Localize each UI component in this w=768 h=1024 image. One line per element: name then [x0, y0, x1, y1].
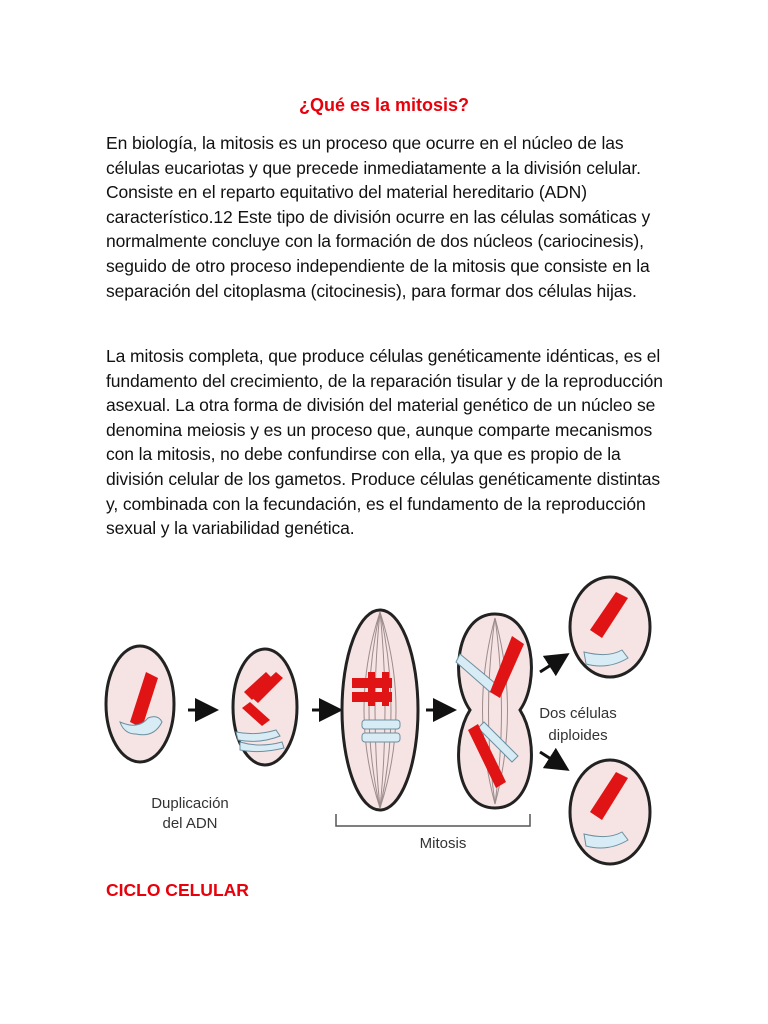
- daughter-cell-top: [570, 577, 650, 677]
- page-title: ¿Qué es la mitosis?: [298, 95, 470, 115]
- arrow-4b-icon: [540, 752, 562, 766]
- label-duplication-line1: Duplicación: [151, 795, 229, 812]
- cell-anaphase: [456, 614, 531, 808]
- label-mitosis: Mitosis: [419, 835, 467, 852]
- label-duplication-line2: del ADN: [162, 815, 218, 832]
- arrow-4a-icon: [540, 658, 562, 672]
- mitosis-diagram-svg: [100, 572, 660, 872]
- cell-duplicated: [233, 649, 297, 765]
- mitosis-diagram: [100, 572, 660, 872]
- paragraph-definition: En biología, la mitosis es un proceso que ocurre en el núcleo de las células eucariotas y que precede inmediatamente a la división celular. Consiste en el reparto equitativo del material hereditario (ADN) característico.12 Este tipo de división ocurre en las células somáticas y normalmente concluye con la formación de dos núcleos (cariocinesis), seguido de otro proceso independiente de la mitosis que consiste en la separación del citoplasma (citocinesis), para formar dos células hijas.: [106, 133, 651, 301]
- label-daughters-line1: Dos células: [539, 705, 617, 722]
- daughter-cell-bottom: [570, 760, 650, 864]
- cell-metaphase: [342, 610, 418, 810]
- section-heading: CICLO CELULAR: [106, 880, 249, 900]
- mitosis-bracket: [336, 814, 530, 826]
- label-daughters-line2: diploides: [548, 727, 608, 744]
- cell-interphase: [106, 646, 174, 762]
- paragraph-significance: La mitosis completa, que produce células genéticamente idénticas, es el fundamento del crecimiento, de la reparación tisular y de la reproducción asexual. La otra forma de división del material genético de un núcleo se denomina meiosis y es un proceso que, aunque comparte mecanismos con la mitosis, no debe confundirse con ella, ya que es propio de la división celular de los gametos. Produce células genéticamente distintas y, combinada con la fecundación, es el fundamento de la reproducción sexual y la variabilidad genética.: [106, 346, 663, 539]
